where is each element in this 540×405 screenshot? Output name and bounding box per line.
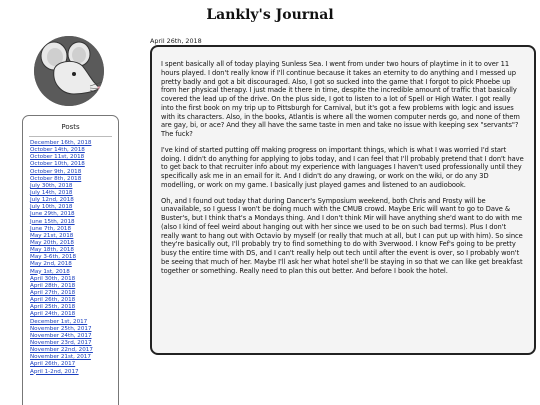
post-link[interactable]: November 25th, 2017 [30, 325, 92, 332]
post-list-item [30, 204, 118, 211]
post-link[interactable]: July 30th, 2018 [30, 182, 73, 189]
post-list-item [30, 261, 118, 268]
post-list-item [30, 233, 118, 240]
post-link[interactable]: April 1-2nd, 2017 [30, 368, 79, 375]
post-link[interactable]: April 28th, 2018 [30, 282, 76, 289]
post-link[interactable]: June 29th, 2018 [30, 211, 75, 218]
post-list-item [30, 326, 118, 333]
post-list-item [30, 197, 118, 204]
post-list-item [30, 311, 118, 318]
entry-date: April 26th, 2018 [150, 37, 202, 45]
post-list-item [30, 219, 118, 226]
post-link[interactable]: April 25th, 2018 [30, 304, 76, 311]
post-link[interactable]: October 14th, 2018 [30, 147, 85, 154]
posts-divider [29, 136, 112, 137]
post-list-item [30, 169, 118, 176]
mouse-avatar-icon [34, 36, 104, 106]
post-list-item [30, 190, 118, 197]
post-list-item [30, 361, 118, 368]
post-link[interactable]: October 8th, 2018 [30, 175, 82, 182]
post-link[interactable]: December 16th, 2018 [30, 140, 92, 146]
post-list [23, 140, 118, 376]
entry-paragraph: Oh, and I found out today that during Dancer's Symposium weekend, both Chris and Frosty will be unavailable, so I guess I won't be doing much with the CMUB crowd. Maybe Eric will want to go to Dave & Buster's, but I think that's a Mondays thing. And I don't think Mir will have anything she'd want to do with me (also I kind of feel weird about hanging out with her since we used to be on such bad terms). Plus I don't really want to hang out with Octavio by myself (or really that much at all, but I can put up with him). So since they're basically out, I'll probably try to find something to do with 3verwood. I know Fef's going to be pretty busy the entire time with DS, and I can't really help out tech until after the event is over, so I probably won't be seeing that much of her. Maybe I'll ask her what hotel she'll be staying in so that we can like get breakfast together or something. Really need to plan this out better. And before I book the hotel. [161, 196, 523, 275]
post-link[interactable]: October 11st, 2018 [30, 154, 85, 161]
post-link[interactable]: July 14th, 2018 [30, 189, 73, 196]
post-list-item [30, 297, 118, 304]
post-list-item [30, 354, 118, 361]
post-link[interactable]: October 10th, 2018 [30, 161, 85, 168]
post-list-item [30, 333, 118, 340]
post-list-item [30, 161, 118, 168]
post-link[interactable]: May 21st, 2018 [30, 232, 74, 239]
post-link[interactable]: December 1st, 2017 [30, 318, 88, 325]
post-list-item [30, 347, 118, 354]
site-title: Lankly's Journal [206, 7, 334, 23]
entry-paragraph: I've kind of started putting off making progress on important things, which is what I was worried I'd start doing. I didn't do anything for applying to jobs today, and I can feel that I'll probably pretend that I don't have to get back to that recruiter info about my experience with languages I haven't used professionally until they specifically ask me in an email for it. And I didn't do any drawing, or work on the wiki, or do any 3D modelling, or work on my game. I basically just played games and listened to an audiobook. [161, 145, 524, 189]
post-link[interactable]: May 18th, 2018 [30, 247, 74, 254]
avatar [34, 36, 104, 106]
post-list-item [30, 254, 118, 261]
posts-sidebar [22, 115, 119, 405]
post-list-item [30, 147, 118, 154]
post-link[interactable]: October 9th, 2018 [30, 168, 82, 175]
post-link[interactable]: November 23rd, 2017 [30, 339, 92, 346]
journal-entry [150, 45, 536, 355]
post-link[interactable]: April 26th, 2017 [30, 361, 76, 368]
post-list-item [30, 369, 118, 376]
post-link[interactable]: April 26th, 2018 [30, 297, 76, 304]
post-link[interactable]: November 22nd, 2017 [30, 347, 93, 354]
post-link[interactable]: July 12nd, 2018 [30, 197, 74, 204]
post-list-item [30, 319, 118, 326]
post-list-item [30, 276, 118, 283]
post-link[interactable]: April 27th, 2018 [30, 289, 76, 296]
post-list-item [30, 183, 118, 190]
post-link[interactable]: June 15th, 2018 [30, 218, 75, 225]
post-list-item [30, 154, 118, 161]
post-link[interactable]: November 24th, 2017 [30, 332, 92, 339]
post-link[interactable]: November 21st, 2017 [30, 354, 91, 361]
post-link[interactable]: May 1st, 2018 [30, 268, 70, 275]
posts-heading: Posts [61, 123, 80, 131]
post-list-item [30, 211, 118, 218]
entry-paragraph: I spent basically all of today playing Sunless Sea. I went from under two hours of playtime in it to over 11 hours played. I don't really know if I'll continue because it takes an eternity to do anything and I messed up pretty badly and got a bit discouraged. Also, I got so sucked into the game that I forgot to pick Phoebe up from her physical therapy. I just made it there in time, despite the incredible amount of traffic that basically covered the lead up of the drive. On the plus side, I got to listen to a lot of Spell or High Water. I got really into the first book on my trip up to Pittsburgh for Carnival, but it's got a few problems with logic and issues with its characters. Also, in the books, Atlantis is where all the women computer nerds go, and none of them are gay, bi, or ace? And they all have the same taste in men and take no issue with keeping sex "servants"? The fuck? [161, 60, 520, 138]
post-link[interactable]: May 20th, 2018 [30, 239, 74, 246]
post-list-item [30, 247, 118, 254]
post-link[interactable]: June 7th, 2018 [30, 225, 72, 232]
post-list-item [30, 340, 118, 347]
post-link[interactable]: May 2nd, 2018 [30, 261, 72, 268]
post-list-item [30, 304, 118, 311]
post-list-item [30, 240, 118, 247]
post-list-item [30, 290, 118, 297]
post-list-item [30, 269, 118, 276]
post-list-item [30, 283, 118, 290]
post-list-item [30, 226, 118, 233]
post-list-item [30, 176, 118, 183]
post-link[interactable]: July 10th, 2018 [30, 204, 73, 211]
post-link[interactable]: April 30th, 2018 [30, 275, 76, 282]
post-link[interactable]: May 3-6th, 2018 [30, 254, 77, 261]
post-list-item [30, 140, 118, 147]
post-link[interactable]: April 24th, 2018 [30, 311, 76, 318]
